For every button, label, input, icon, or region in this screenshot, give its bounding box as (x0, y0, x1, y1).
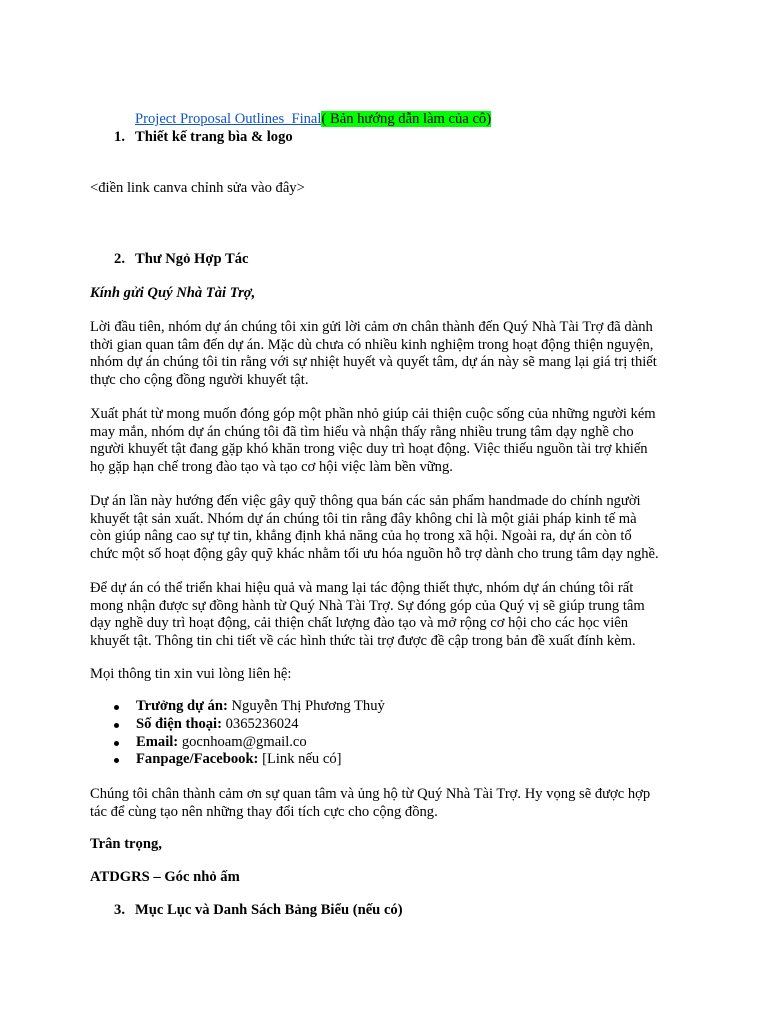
list-item (90, 716, 385, 734)
signature: ATDGRS – Góc nhỏ ấm (90, 869, 240, 885)
contact-label: Trưởng dự án: (136, 698, 228, 714)
highlighted-note: ( Bản hướng dẫn làm của cô) (321, 111, 492, 127)
paragraph-3 (90, 493, 690, 563)
paragraph-line: mong nhận được sự đồng hành từ Quý Nhà Tài Trợ. Sự đóng góp của Quý vị sẽ giúp trung tâm (90, 597, 645, 614)
paragraph-line: thời gian quan tâm đến dự án. Mặc dù chưa có nhiều kinh nghiệm trong hoạt động thiện nguyện, (90, 336, 654, 353)
bullet-icon (114, 758, 119, 763)
section-1-number: 1. (114, 129, 125, 145)
paragraph-1 (90, 319, 690, 389)
paragraph-line: khuyết tật sản xuất. Nhóm dự án chúng tôi tin rằng đây không chỉ là một giải pháp kinh tế mà (90, 510, 637, 527)
project-proposal-link[interactable]: Project Proposal Outlines_Final (135, 111, 322, 127)
paragraph-line: người khuyết tật đang gặp khó khăn trong việc duy trì hoạt động. Việc thiếu nguồn tài trợ khiến (90, 441, 648, 457)
bullet-icon (114, 705, 119, 710)
paragraph-line: khuyết tật. Thông tin chi tiết về các hình thức tài trợ được đề cập trong bản đề xuất đính kèm. (90, 632, 636, 649)
contact-label: Email: (136, 733, 179, 750)
contact-value: gocnhoam@gmail.co (178, 733, 307, 750)
paragraph-line: Chúng tôi chân thành cảm ơn sự quan tâm và ủng hộ từ Quý Nhà Tài Trợ. Hy vọng sẽ được hợp (90, 786, 651, 802)
section-1-title: Thiết kế trang bìa & logo (135, 129, 293, 145)
paragraph-line: Xuất phát từ mong muốn đóng góp một phần nhỏ giúp cải thiện cuộc sống của những người kém (90, 406, 656, 422)
contact-value: [Link nếu có] (258, 751, 342, 768)
paragraph-4 (90, 580, 690, 650)
paragraph-2 (90, 406, 690, 476)
paragraph-line: dạy nghề duy trì hoạt động, cải thiện chất lượng đào tạo và mở rộng cơ hội cho các học viên (90, 615, 629, 631)
list-item (90, 734, 385, 752)
paragraph-line: chức một số hoạt động gây quỹ khác nhằm tối ưu hóa nguồn hỗ trợ dành cho trung tâm dạy nghề. (90, 545, 659, 562)
list-item (90, 751, 385, 769)
bullet-icon (114, 723, 119, 728)
greeting: Kính gửi Quý Nhà Tài Trợ, (90, 285, 256, 301)
regards: Trân trọng, (90, 836, 162, 852)
canva-link-placeholder: <điền link canva chỉnh sửa vào đây> (90, 180, 305, 196)
contact-value: 0365236024 (221, 715, 299, 732)
top-reference-line (135, 111, 491, 129)
contact-value: Nguyễn Thị Phương Thuỷ (227, 698, 385, 714)
section-2-title: Thư Ngỏ Hợp Tác (135, 251, 249, 267)
contact-list (90, 698, 385, 769)
closing-paragraph (90, 786, 690, 821)
section-3-number: 3. (114, 902, 125, 918)
paragraph-line: họ gặp hạn chế trong đào tạo và tạo cơ hội việc làm bền vững. (90, 458, 453, 475)
paragraph-line: thực cho cộng đồng người khuyết tật. (90, 371, 309, 388)
paragraph-line: Để dự án có thể triển khai hiệu quả và mang lại tác động thiết thực, nhóm dự án chúng tôi rất (90, 580, 634, 596)
list-item (90, 698, 385, 716)
section-3-title: Mục Lục và Danh Sách Bảng Biểu (nếu có) (135, 902, 403, 918)
paragraph-line: Dự án lần này hướng đến việc gây quỹ thông qua bán các sản phẩm handmade do chính người (90, 493, 641, 509)
section-2-number: 2. (114, 251, 125, 267)
contact-intro: Mọi thông tin xin vui lòng liên hệ: (90, 666, 292, 682)
contact-label: Số điện thoại: (136, 715, 222, 732)
paragraph-line: tác để cùng tạo nên những thay đổi tích cực cho cộng đồng. (90, 803, 438, 820)
paragraph-line: Lời đầu tiên, nhóm dự án chúng tôi xin gửi lời cảm ơn chân thành đến Quý Nhà Tài Trợ đã dành (90, 319, 653, 335)
paragraph-line: nhóm dự án chúng tôi tin rằng với sự nhiệt huyết và quyết tâm, dự án này sẽ mang lại giá trị thiết (90, 354, 657, 370)
contact-label: Fanpage/Facebook: (136, 751, 259, 768)
bullet-icon (114, 741, 119, 746)
paragraph-line: còn giúp nâng cao sự tự tin, khẳng định khả năng của họ trong xã hội. Ngoài ra, dự án còn tổ (90, 528, 632, 544)
paragraph-line: may mắn, nhóm dự án chúng tôi đã tìm hiểu và nhận thấy rằng nhiều trung tâm dạy nghề cho (90, 423, 634, 440)
